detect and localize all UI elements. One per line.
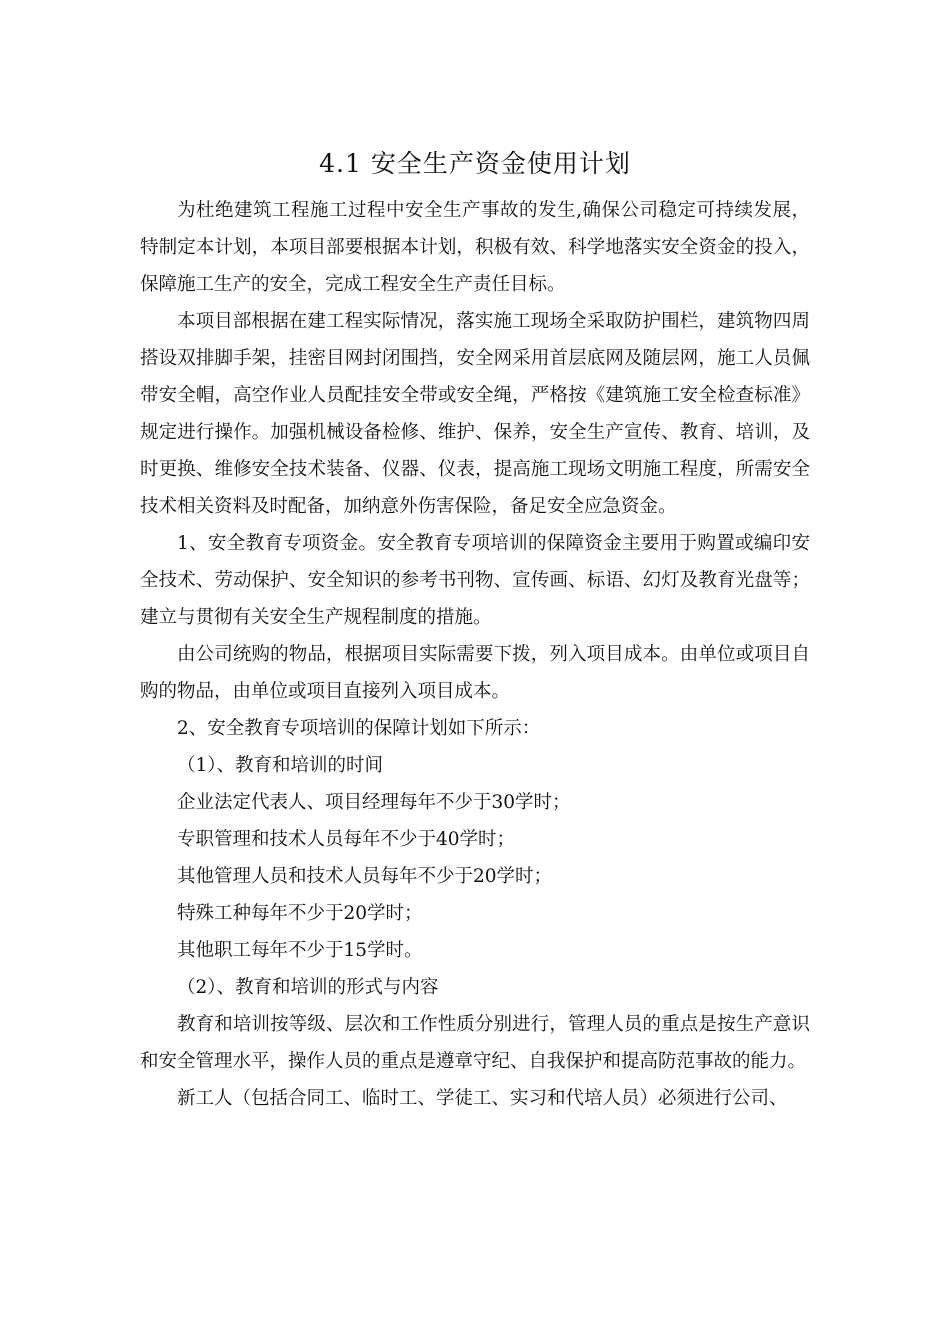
section-title: 4.1 安全生产资金使用计划 (319, 149, 631, 178)
paragraph-training-plan: 2、安全教育专项培训的保障计划如下所示： (177, 718, 541, 739)
document-body (140, 192, 810, 1117)
list-item: 特殊工种每年不少于20学时； (177, 903, 423, 924)
list-item: 其他职工每年不少于15学时。 (177, 940, 423, 961)
list-item: 企业法定代表人、项目经理每年不少于30学时； (177, 792, 571, 813)
list-item: 其他管理人员和技术人员每年不少于20学时； (177, 866, 553, 887)
paragraph-education-fund: 1、安全教育专项资金。安全教育专项培训的保障资金主要用于购置或编印安全技术、劳动保护、安全知识的参考书刊物、宣传画、标语、幻灯及教育光盘等；建立与贯彻有关安全生产规程制度的措施。 (140, 533, 810, 628)
heading-training-time: （1）、教育和培训的时间 (177, 755, 384, 776)
paragraph-procurement: 由公司统购的物品，根据项目实际需要下拨，列入项目成本。由单位或项目自购的物品，由单位或项目直接列入项目成本。 (140, 644, 810, 702)
paragraph-purpose: 为杜绝建筑工程施工过程中安全生产事故的发生,确保公司稳定可持续发展，特制定本计划，本项目部要根据本计划，积极有效、科学地落实安全资金的投入，保障施工生产的安全，完成工程安全生产责任目标。 (140, 200, 810, 295)
paragraph-site-measures: 本项目部根据在建工程实际情况，落实施工现场全采取防护围栏，建筑物四周搭设双排脚手架，挂密目网封闭围挡，安全网采用首层底网及随层网，施工人员佩带安全帽，高空作业人员配挂安全带或安全绳，严格按《建筑施工安全检查标准》规定进行操作。加强机械设备检修、维护、保养，安全生产宣传、教育、培训，及时更换、维修安全技术装备、仪器、仪表，提高施工现场文明施工程度，所需安全技术相关资料及时配备，加纳意外伤害保险，备足安全应急资金。 (140, 311, 810, 517)
paragraph-training-content: 教育和培训按等级、层次和工作性质分别进行，管理人员的重点是按生产意识和安全管理水平，操作人员的重点是遵章守纪、自我保护和提高防范事故的能力。 (140, 1014, 810, 1072)
paragraph-new-workers: 新工人（包括合同工、临时工、学徒工、实习和代培人员）必须进行公司、 (177, 1088, 788, 1109)
list-item: 专职管理和技术人员每年不少于40学时； (177, 829, 516, 850)
heading-training-form: （2）、教育和培训的形式与内容 (177, 977, 439, 998)
